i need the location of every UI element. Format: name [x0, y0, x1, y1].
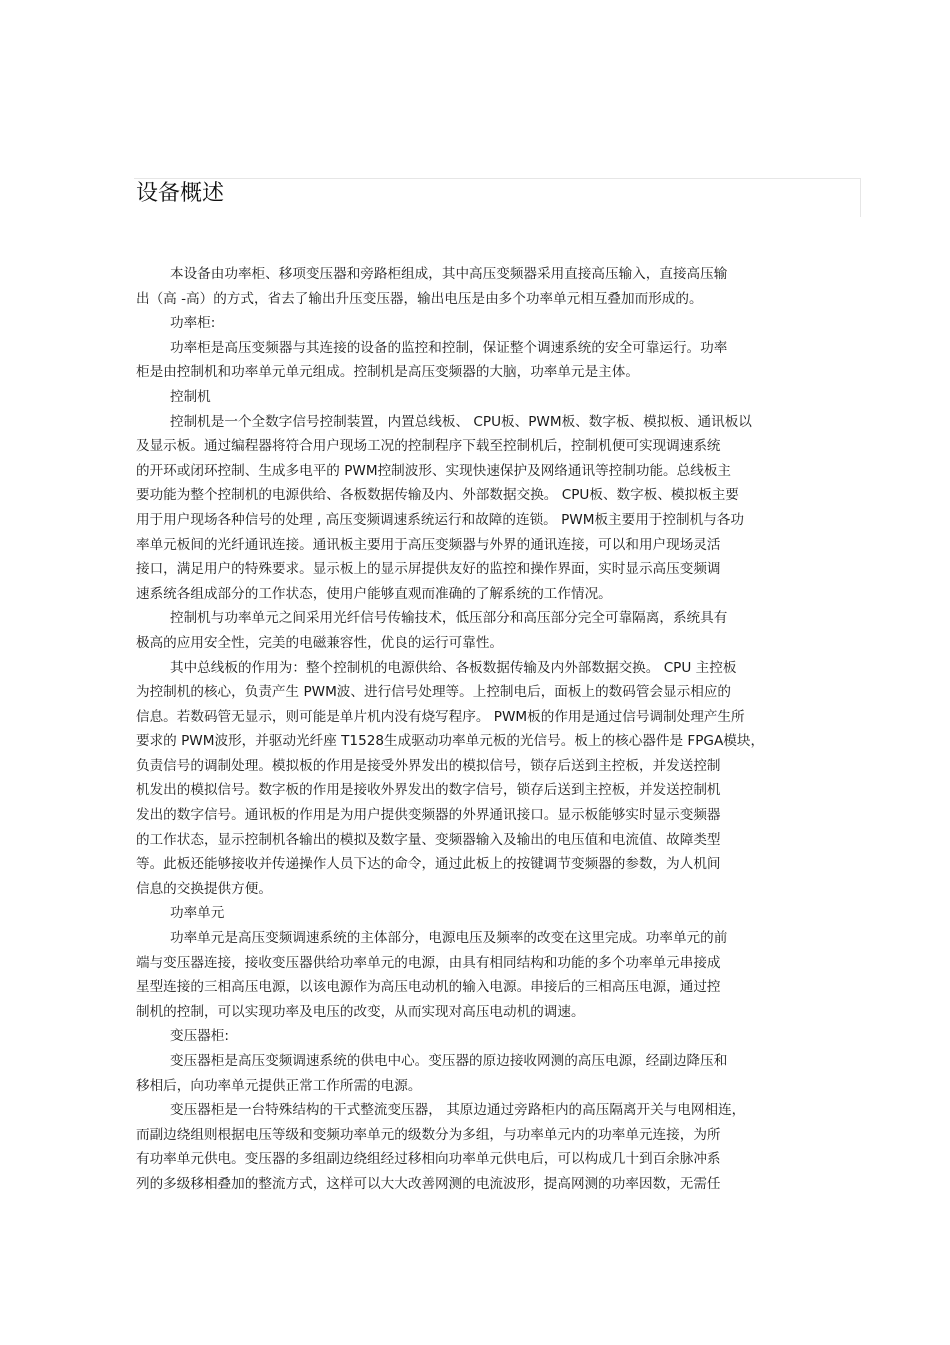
text-line: 功率单元 — [170, 905, 225, 922]
text-line: 功率柜: — [170, 315, 216, 332]
text-line: 功率柜是高压变频器与其连接的设备的监控和控制，保证整个调速系统的安全可靠运行。功率 — [170, 339, 728, 356]
text-line: 变压器柜: — [170, 1028, 229, 1045]
text-line: 率单元板间的光纤通讯连接。通讯板主要用于高压变频器与外界的通讯连接，可以和用户现场灵活 — [136, 536, 721, 553]
text-line: 变压器柜是高压变频调速系统的供电中心。变压器的原边接收网测的高压电源，经副边降压和 — [170, 1053, 728, 1069]
text-line: 星型连接的三相高压电源，以该电源作为高压电动机的输入电源。串接后的三相高压电源，通过控 — [136, 979, 721, 996]
text-line: 变压器柜是一台特殊结构的干式整流变压器， 其原边通过旁路柜内的高压隔离开关与电网相连， — [170, 1102, 746, 1119]
text-line: 负责信号的调制处理。模拟板的作用是接受外界发出的模拟信号，锁存后送到主控板，并发送控制 — [136, 757, 721, 774]
text-line: 其中总线板的作用为：整个控制机的电源供给、各板数据传输及内外部数据交换。 CPU 主控板 — [170, 659, 737, 676]
text-line: 等。此板还能够接收并传递操作人员下达的命令，通过此板上的按键调节变频器的参数，为人机间 — [136, 856, 721, 873]
text-line: 极高的应用安全性，完美的电磁兼容性，优良的运行可靠性。 — [136, 634, 504, 651]
text-line: 出（高 -高）的方式，省去了输出升压变压器，输出电压是由多个功率单元相互叠加而形成的。 — [136, 290, 703, 307]
text-line: 信息。若数码管无显示，则可能是单片机内没有烧写程序。 PWM板的作用是通过信号调制处理产生所 — [136, 708, 745, 725]
text-line: 柜是由控制机和功率单元单元组成。控制机是高压变频器的大脑，功率单元是主体。 — [136, 364, 639, 381]
text-line: 要功能为整个控制机的电源供给、各板数据传输及内、外部数据交换。 CPU板、数字板、模拟板主要 — [136, 487, 739, 504]
page-title: 设备概述 — [136, 181, 225, 206]
text-line: 接口，满足用户的特殊要求。显示板上的显示屏提供友好的监控和操作界面，实时显示高压变频调 — [136, 561, 721, 578]
text-line: 速系统各组成部分的工作状态，使用户能够直观而准确的了解系统的工作情况。 — [136, 585, 612, 602]
text-line: 发出的数字信号。通讯板的作用是为用户提供变频器的外界通讯接口。显示板能够实时显示变频器 — [136, 807, 721, 824]
text-line: 的开环或闭环控制、生成多电平的 PWM控制波形、实现快速保护及网络通讯等控制功能。总线板主 — [136, 462, 732, 479]
text-line: 列的多级移相叠加的整流方式，这样可以大大改善网测的电流波形，提高网测的功率因数，无需任 — [136, 1175, 721, 1192]
document-body — [136, 262, 856, 1197]
text-line: 及显示板。通过编程器将符合用户现场工况的控制程序下载至控制机后，控制机便可实现调速系统 — [136, 438, 721, 455]
text-line: 为控制机的核心，负责产生 PWM波、进行信号处理等。上控制电后，面板上的数码管会显示相应的 — [136, 684, 732, 701]
text-line: 的工作状态，显示控制机各输出的模拟及数字量、变频器输入及输出的电压值和电流值、故障类型 — [136, 831, 721, 848]
text-line: 功率单元是高压变频调速系统的主体部分，电源电压及频率的改变在这里完成。功率单元的前 — [170, 930, 728, 947]
text-line: 要求的 PWM波形，并驱动光纤座 T1528生成驱动功率单元板的光信号。板上的核心器件是 FPGA模块， — [136, 733, 765, 750]
text-line: 控制机是一个全数字信号控制装置，内置总线板、 CPU板、PWM板、数字板、模拟板、通讯板以 — [170, 413, 752, 430]
text-line: 机发出的模拟信号。数字板的作用是接收外界发出的数字信号，锁存后送到主控板，并发送控制机 — [136, 782, 721, 799]
text-line: 端与变压器连接，接收变压器供给功率单元的电源，由具有相同结构和功能的多个功率单元串接成 — [136, 954, 721, 971]
text-line: 控制机 — [170, 388, 211, 405]
text-line: 本设备由功率柜、移项变压器和旁路柜组成，其中高压变频器采用直接高压输入，直接高压输 — [170, 266, 728, 282]
text-line: 移相后，向功率单元提供正常工作所需的电源。 — [136, 1077, 422, 1094]
text-line: 有功率单元供电。变压器的多组副边绕组经过移相向功率单元供电后，可以构成几十到百余脉冲系 — [136, 1151, 721, 1168]
text-line: 用于用户现场各种信号的处理 , 高压变频调速系统运行和故障的连锁。 PWM板主要用于控制机与各功 — [136, 511, 744, 528]
text-line: 而副边绕组则根据电压等级和变频功率单元的级数分为多组，与功率单元内的功率单元连接，为所 — [136, 1126, 721, 1143]
text-line: 控制机与功率单元之间采用光纤信号传输技术，低压部分和高压部分完全可靠隔离，系统具有 — [170, 610, 728, 627]
text-line: 信息的交换提供方便。 — [136, 880, 272, 897]
title-frame — [134, 178, 861, 217]
text-line: 制机的控制，可以实现功率及电压的改变，从而实现对高压电动机的调速。 — [136, 1003, 585, 1020]
